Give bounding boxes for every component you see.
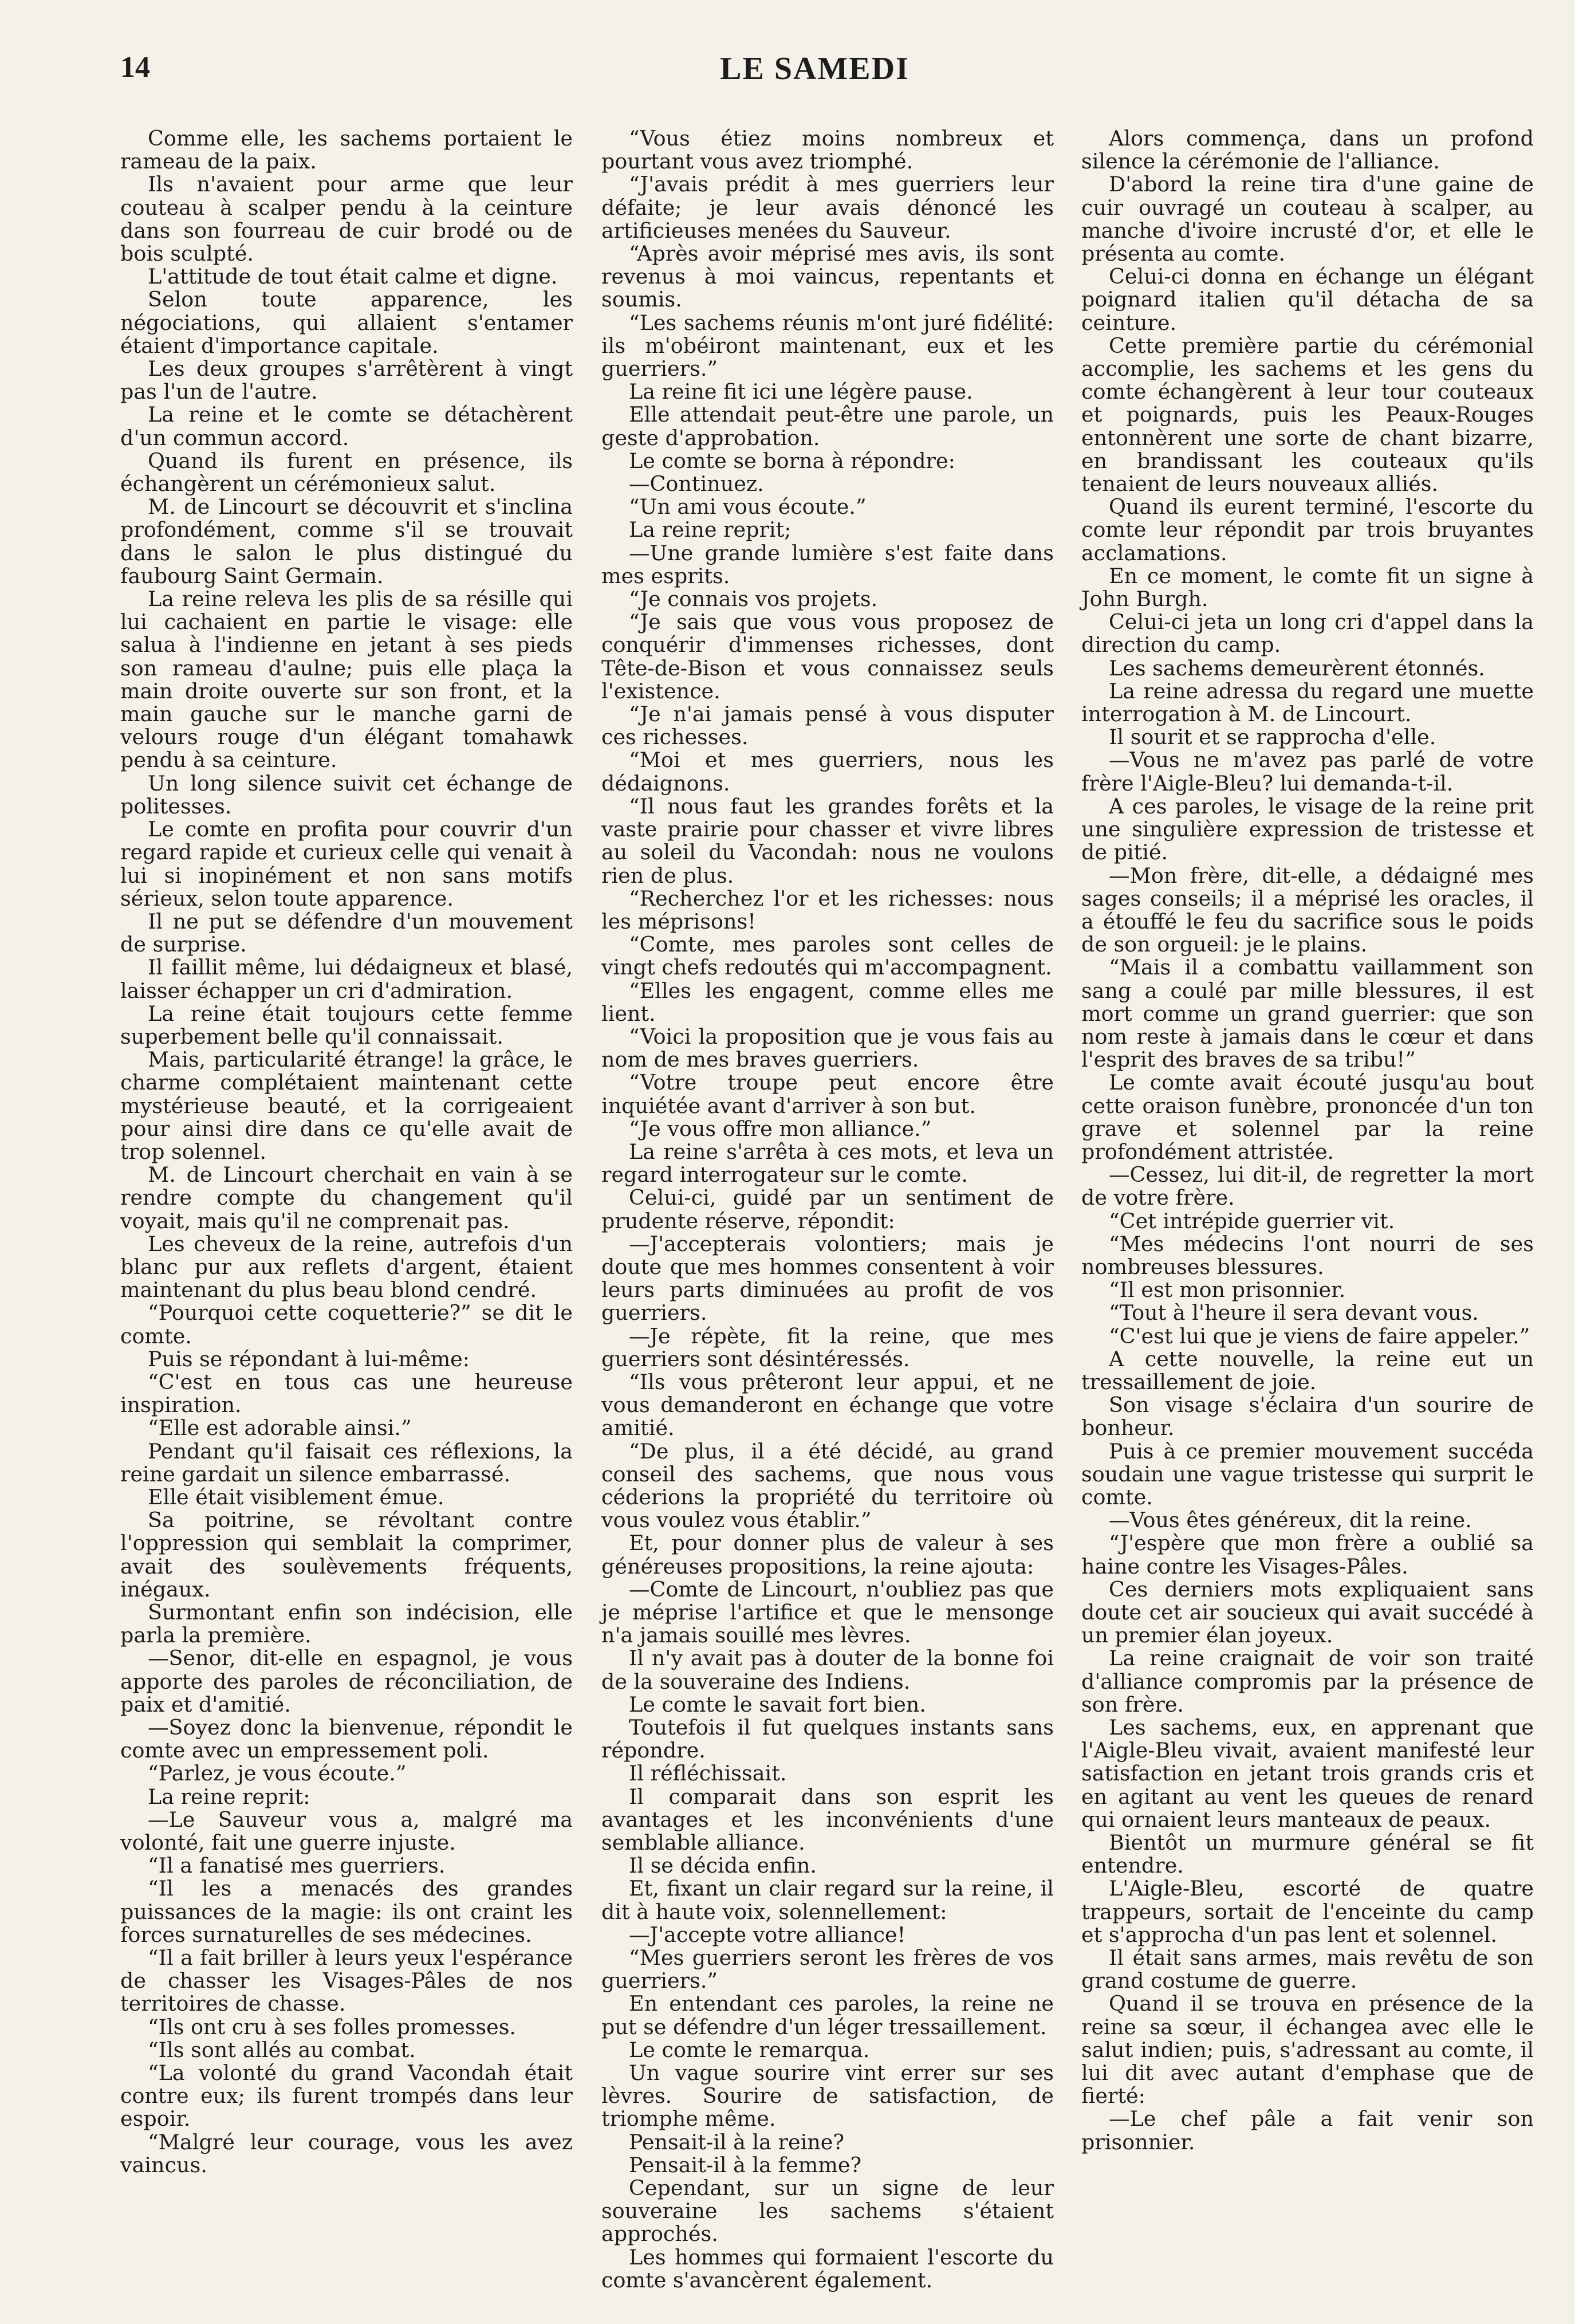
paragraph: Pendant qu'il faisait ces réflexions, la reine gardait un silence embarrassé. [120,1438,573,1487]
paragraph: “Pourquoi cette coquetterie?” se dit le comte. [120,1300,573,1348]
paragraph: Son visage s'éclaira d'un sourire de bonheur. [1081,1393,1534,1441]
text-column-2 [601,127,1054,2292]
paragraph: Puis se répondant à lui-même: [148,1346,470,1371]
paragraph: Quand ils eurent terminé, l'escorte du comte leur répondit par trois bruyantes acclamations. [1081,494,1534,565]
paragraph: La reine fit ici une légère pause. [629,379,973,404]
paragraph: Pensait-il à la femme? [629,2152,862,2177]
paragraph: Elle était visiblement émue. [148,1484,444,1509]
paragraph: Il était sans armes, mais revêtu de son grand costume de guerre. [1081,1945,1534,1993]
paragraph: —Le chef pâle a fait venir son prisonnier. [1081,2106,1534,2154]
paragraph: Il réfléchissait. [629,1761,787,1786]
paragraph: La reine s'arrêta à ces mots, et leva un regard interrogateur sur le comte. [601,1139,1054,1187]
paragraph: Il n'y avait pas à douter de la bonne foi de la souveraine des Indiens. [601,1646,1054,1694]
paragraph: Selon toute apparence, les négociations, qui allaient s'entamer étaient d'importance capitale. [120,287,573,358]
paragraph: En ce moment, le comte fit un signe à John Burgh. [1081,563,1534,612]
paragraph: —Vous êtes généreux, dit la reine. [1109,1508,1472,1533]
paragraph: “C'est en tous cas une heureuse inspiration. [120,1369,573,1418]
paragraph: M. de Lincourt se découvrit et s'inclina profondément, comme s'il se trouvait dans le salon le plus distingué du faubourg Saint Germain. [120,494,573,588]
paragraph: Bientôt un murmure général se fit entendre. [1081,1830,1534,1878]
paragraph: Elle attendait peut-être une parole, un geste d'approbation. [601,402,1054,450]
paragraph: —Senor, dit-elle en espagnol, je vous apporte des paroles de réconciliation, de paix et d'amitié. [120,1646,573,1717]
paragraph: —Le Sauveur vous a, malgré ma volonté, fait une guerre injuste. [120,1807,573,1855]
paragraph: “Elle est adorable ainsi.” [148,1415,412,1441]
paragraph: “Ils vous prêteront leur appui, et ne vous demanderont en échange que votre amitié. [601,1369,1054,1441]
text-column-1 [120,127,573,2177]
paragraph: “Je sais que vous vous proposez de conquérir d'immenses richesses, dont Tête-de-Bison et vous connaissez seuls l'existence. [601,609,1054,703]
paragraph: Quand ils furent en présence, ils échangèrent un cérémonieux salut. [120,448,573,497]
paragraph: “Ils ont cru à ses folles promesses. [148,2014,517,2039]
paragraph: Alors commença, dans un profond silence la cérémonie de l'alliance. [1081,126,1534,174]
paragraph: “Ils sont allés au combat. [148,2037,416,2062]
paragraph: “Les sachems réunis m'ont juré fidélité: ils m'obéiront maintenant, eux et les guerriers.” [601,310,1054,382]
paragraph: Le comte le savait fort bien. [629,1692,926,1717]
page-title: LE SAMEDI [720,51,909,86]
paragraph: Les deux groupes s'arrêtèrent à vingt pas l'un de l'autre. [120,356,573,404]
paragraph: M. de Lincourt cherchait en vain à se rendre compte du changement qu'il voyait, mais qu'il ne comprenait pas. [120,1162,573,1233]
paragraph: —J'accepterais volontiers; mais je doute que mes hommes consentent à voir leurs parts diminuées au profit de vos guerriers. [601,1231,1054,1326]
paragraph: Surmontant enfin son indécision, elle parla la première. [120,1600,573,1648]
paragraph: A cette nouvelle, la reine eut un tressaillement de joie. [1081,1346,1534,1394]
paragraph: A ces paroles, le visage de la reine prit une singulière expression de tristesse et de pitié. [1081,793,1534,865]
paragraph: Il sourit et se rapprocha d'elle. [1109,725,1436,750]
paragraph: “C'est lui que je viens de faire appeler.” [1109,1323,1530,1348]
paragraph: Les sachems, eux, en apprenant que l'Aigle-Bleu vivait, avaient manifesté leur satisfaction en jetant trois grands cris et en agitant au vent les queues de renard qui ornaient leurs manteaux de peaux. [1081,1715,1534,1832]
paragraph: Puis à ce premier mouvement succéda soudain une vague tristesse qui surprit le comte. [1081,1438,1534,1509]
paragraph: Celui-ci donna en échange un élégant poignard italien qu'il détacha de sa ceinture. [1081,264,1534,335]
paragraph: “Comte, mes paroles sont celles de vingt chefs redoutés qui m'accompagnent. [601,932,1054,980]
paragraph: —J'accepte votre alliance! [629,1922,906,1947]
paragraph: Il comparait dans son esprit les avantages et les inconvénients d'une semblable alliance. [601,1784,1054,1855]
paragraph: —Comte de Lincourt, n'oubliez pas que je méprise l'artifice et que le mensonge n'a jamais souillé mes lèvres. [601,1576,1054,1648]
paragraph: “Après avoir méprisé mes avis, ils sont revenus à moi vaincus, repentants et soumis. [601,241,1054,312]
paragraph: “Vous étiez moins nombreux et pourtant vous avez triomphé. [601,126,1054,174]
paragraph: Celui-ci, guidé par un sentiment de prudente réserve, répondit: [601,1185,1054,1233]
paragraph: Le comte se borna à répondre: [629,448,955,473]
paragraph: “Tout à l'heure il sera devant vous. [1109,1300,1479,1326]
paragraph: La reine releva les plis de sa résille qui lui cachaient en partie le visage: elle salua à l'indienne en jetant à ses pieds son rameau d'aulne; puis elle plaça la main droite ouverte sur son front, et la main gauche sur le manche garni de velours rouge d'un élégant tomahawk pendu à sa ceinture. [120,587,573,773]
paragraph: Et, fixant un clair regard sur la reine, il dit à haute voix, solennellement: [601,1876,1054,1924]
page-number: 14 [120,51,150,84]
paragraph: “Je vous offre mon alliance.” [629,1116,932,1141]
paragraph: “Il nous faut les grandes forêts et la vaste prairie pour chasser et vivre libres au soleil du Vacondah: nous ne voulons rien de plus. [601,793,1054,888]
paragraph: —Mon frère, dit-elle, a dédaigné mes sages conseils; il a méprisé les oracles, il a étouffé le feu du sacrifice sous le poids de son orgueil: je le plains. [1081,863,1534,957]
paragraph: “De plus, il a été décidé, au grand conseil des sachems, que nous vous céderions la propriété du territoire où vous voulez vous établir.” [601,1438,1054,1533]
paragraph: “Mais il a combattu vaillamment son sang a coulé par mille blessures, il est mort comme un grand guerrier: que son nom reste à jamais dans le cœur et dans l'esprit des braves de sa tribu!” [1081,955,1534,1072]
paragraph: “Il est mon prisonnier. [1109,1277,1346,1303]
text-column-3 [1081,127,1534,2154]
paragraph: Et, pour donner plus de valeur à ses généreuses propositions, la reine ajouta: [601,1531,1054,1579]
paragraph: —Cessez, lui dit-il, de regretter la mort de votre frère. [1081,1162,1534,1210]
paragraph: La reine reprit: [148,1784,310,1809]
paragraph: “Malgré leur courage, vous les avez vaincus. [120,2129,573,2177]
paragraph: —Continuez. [629,471,764,497]
paragraph: Celui-ci jeta un long cri d'appel dans la direction du camp. [1081,609,1534,658]
paragraph: “Voici la proposition que je vous fais au nom de mes braves guerriers. [601,1024,1054,1072]
paragraph: “Il a fanatisé mes guerriers. [148,1853,446,1878]
paragraph: Un long silence suivit cet échange de politesses. [120,770,573,819]
paragraph: En entendant ces paroles, la reine ne put se défendre d'un léger tressaillement. [601,1991,1054,2039]
paragraph: “Je connais vos projets. [629,587,878,612]
paragraph: La reine était toujours cette femme superbement belle qu'il connaissait. [120,1001,573,1049]
paragraph: “Elles les engagent, comme elles me lient. [601,978,1054,1026]
paragraph: “Je n'ai jamais pensé à vous disputer ces richesses. [601,702,1054,750]
paragraph: —Je répète, fit la reine, que mes guerriers sont désintéressés. [601,1323,1054,1371]
paragraph: Le comte avait écouté jusqu'au bout cette oraison funèbre, prononcée d'un ton grave et solennel par la reine profondément attristée. [1081,1070,1534,1164]
paragraph: Toutefois il fut quelques instants sans répondre. [601,1715,1054,1763]
paragraph: “J'espère que mon frère a oublié sa haine contre les Visages-Pâles. [1081,1531,1534,1579]
paragraph: “Votre troupe peut encore être inquiétée avant d'arriver à son but. [601,1070,1054,1118]
paragraph: “La volonté du grand Vacondah était contre eux; ils furent trompés dans leur espoir. [120,2060,573,2132]
paragraph: Comme elle, les sachems portaient le rameau de la paix. [120,126,573,174]
paragraph: Il ne put se défendre d'un mouvement de surprise. [120,909,573,957]
paragraph: Les sachems demeurèrent étonnés. [1109,655,1485,681]
paragraph: —Vous ne m'avez pas parlé de votre frère l'Aigle-Bleu? lui demanda-t-il. [1081,748,1534,796]
paragraph: “Il a fait briller à leurs yeux l'espérance de chasser les Visages-Pâles de nos territoires de chasse. [120,1945,573,2016]
paragraph: “Il les a menacés des grandes puissances de la magie: ils ont craint les forces surnaturelles de ses médecines. [120,1876,573,1947]
paragraph: “Mes médecins l'ont nourri de ses nombreuses blessures. [1081,1231,1534,1279]
paragraph: Quand il se trouva en présence de la reine sa sœur, il échangea avec elle le salut indien; puis, s'adressant au comte, il lui dit avec autant d'emphase que de fierté: [1081,1991,1534,2109]
paragraph: Il faillit même, lui dédaigneux et blasé, laisser échapper un cri d'admiration. [120,955,573,1003]
paragraph: L'Aigle-Bleu, escorté de quatre trappeurs, sortait de l'enceinte du camp et s'approcha d'un pas lent et solennel. [1081,1876,1534,1947]
paragraph: “Mes guerriers seront les frères de vos guerriers.” [601,1945,1054,1993]
paragraph: “Parlez, je vous écoute.” [148,1761,407,1786]
paragraph: L'attitude de tout était calme et digne. [148,264,558,289]
paragraph: Ils n'avaient pour arme que leur couteau à scalper pendu à la ceinture dans son fourreau de cuir brodé ou de bois sculpté. [120,172,573,266]
paragraph: Un vague sourire vint errer sur ses lèvres. Sourire de satisfaction, de triomphe même. [601,2060,1054,2132]
paragraph: —Une grande lumière s'est faite dans mes esprits. [601,540,1054,588]
paragraph: Il se décida enfin. [629,1853,817,1878]
page-header [120,40,1509,109]
paragraph: Ces derniers mots expliquaient sans doute cet air soucieux qui avait succédé à un premier élan joyeux. [1081,1576,1534,1648]
paragraph: La reine reprit; [629,517,792,542]
paragraph: —Soyez donc la bienvenue, répondit le comte avec un empressement poli. [120,1715,573,1763]
paragraph: Mais, particularité étrange! la grâce, le charme complétaient maintenant cette mystérieuse beauté, et la corrigeaient pour ainsi dire dans ce qu'elle avait de trop solennel. [120,1047,573,1164]
paragraph: “Moi et mes guerriers, nous les dédaignons. [601,748,1054,796]
paragraph: La reine et le comte se détachèrent d'un commun accord. [120,402,573,450]
paragraph: D'abord la reine tira d'une gaine de cuir ouvragé un couteau à scalper, au manche d'ivoire incrusté d'or, et elle le présenta au comte. [1081,172,1534,266]
paragraph: “Cet intrépide guerrier vit. [1109,1208,1395,1233]
paragraph: Sa poitrine, se révoltant contre l'oppression qui semblait la comprimer, avait des soulèvements fréquents, inégaux. [120,1508,573,1602]
paragraph: “Recherchez l'or et les richesses: nous les méprisons! [601,886,1054,934]
paragraph: “Un ami vous écoute.” [629,494,867,520]
paragraph: “J'avais prédit à mes guerriers leur défaite; je leur avais dénoncé les artificieuses menées du Sauveur. [601,172,1054,243]
paragraph: Cette première partie du cérémonial accomplie, les sachems et les gens du comte échangèrent à leur tour couteaux et poignards, puis les Peaux-Rouges entonnèrent une sorte de chant bizarre, en brandissant les couteaux qu'ils tenaient de leurs nouveaux alliés. [1081,333,1534,497]
paragraph: Les hommes qui formaient l'escorte du comte s'avancèrent également. [601,2244,1054,2292]
paragraph: La reine adressa du regard une muette interrogation à M. de Lincourt. [1081,678,1534,727]
paragraph: Le comte le remarqua. [629,2037,870,2062]
paragraph: Les cheveux de la reine, autrefois d'un blanc pur aux reflets d'argent, étaient maintenant du plus beau blond cendré. [120,1231,573,1303]
paragraph: Cependant, sur un signe de leur souveraine les sachems s'étaient approchés. [601,2176,1054,2247]
paragraph: Le comte en profita pour couvrir d'un regard rapide et curieux celle qui venait à lui si inopinément et non sans motifs sérieux, selon toute apparence. [120,817,573,911]
paragraph: La reine craignait de voir son traité d'alliance compromis par la présence de son frère. [1081,1646,1534,1717]
paragraph: Pensait-il à la reine? [629,2129,844,2154]
